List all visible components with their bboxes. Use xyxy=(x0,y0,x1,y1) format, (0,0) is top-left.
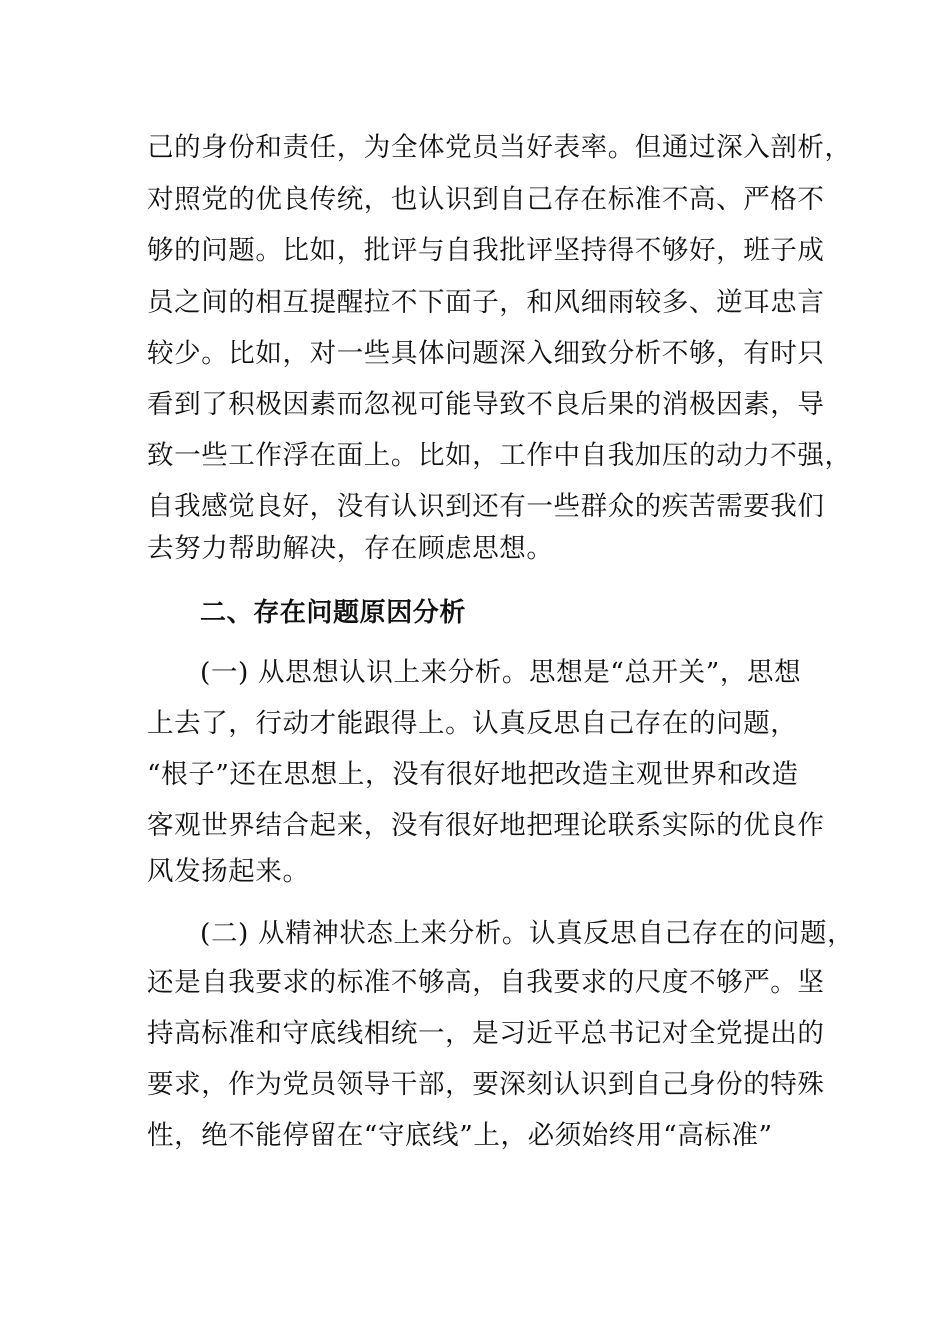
paragraph-line: 性，绝不能停留在“守底线”上，必须始终用“高标准” xyxy=(147,1120,773,1151)
paragraph-line: 上去了，行动才能跟得上。认真反思自己存在的问题， xyxy=(147,708,798,739)
section-heading: 二、存在问题原因分析 xyxy=(200,598,467,628)
paragraph-line: 己的身份和责任，为全体党员当好表率。但通过深入剖析， xyxy=(147,132,852,163)
paragraph-line: 风发扬起来。 xyxy=(147,856,310,887)
paragraph-line: 对照党的优良传统，也认识到自己存在标准不高、严格不 xyxy=(147,184,825,215)
paragraph-line: 还是自我要求的标准不够高，自我要求的尺度不够严。坚 xyxy=(147,967,825,998)
paragraph-line: 去努力帮助解决，存在顾虑思想。 xyxy=(147,533,554,564)
paragraph-line: 较少。比如，对一些具体问题深入细致分析不够，有时只 xyxy=(147,338,825,369)
paragraph-line: (一) 从思想认识上来分析。思想是“总开关”，思想 xyxy=(200,657,802,688)
paragraph-line: 员之间的相互提醒拉不下面子，和风细雨较多、逆耳忠言 xyxy=(147,287,825,318)
paragraph-line: 看到了积极因素而忽视可能导致不良后果的消极因素，导 xyxy=(147,389,825,420)
paragraph-line: 要求，作为党员领导干部，要深刻认识到自己身份的特殊 xyxy=(147,1069,825,1100)
paragraph-line: 自我感觉良好，没有认识到还有一些群众的疾苦需要我们 xyxy=(147,491,825,522)
paragraph-line: “根子”还在思想上，没有很好地把改造主观世界和改造 xyxy=(147,759,799,790)
paragraph-line: 够的问题。比如，批评与自我批评坚持得不够好，班子成 xyxy=(147,235,825,266)
paragraph-line: 持高标准和守底线相统一，是习近平总书记对全党提出的 xyxy=(147,1018,825,1049)
paragraph-line: 致一些工作浮在面上。比如，工作中自我加压的动力不强， xyxy=(147,440,852,471)
paragraph-line: 客观世界结合起来，没有很好地把理论联系实际的优良作 xyxy=(147,810,825,841)
paragraph-line: (二) 从精神状态上来分析。认真反思自己存在的问题， xyxy=(200,918,855,949)
